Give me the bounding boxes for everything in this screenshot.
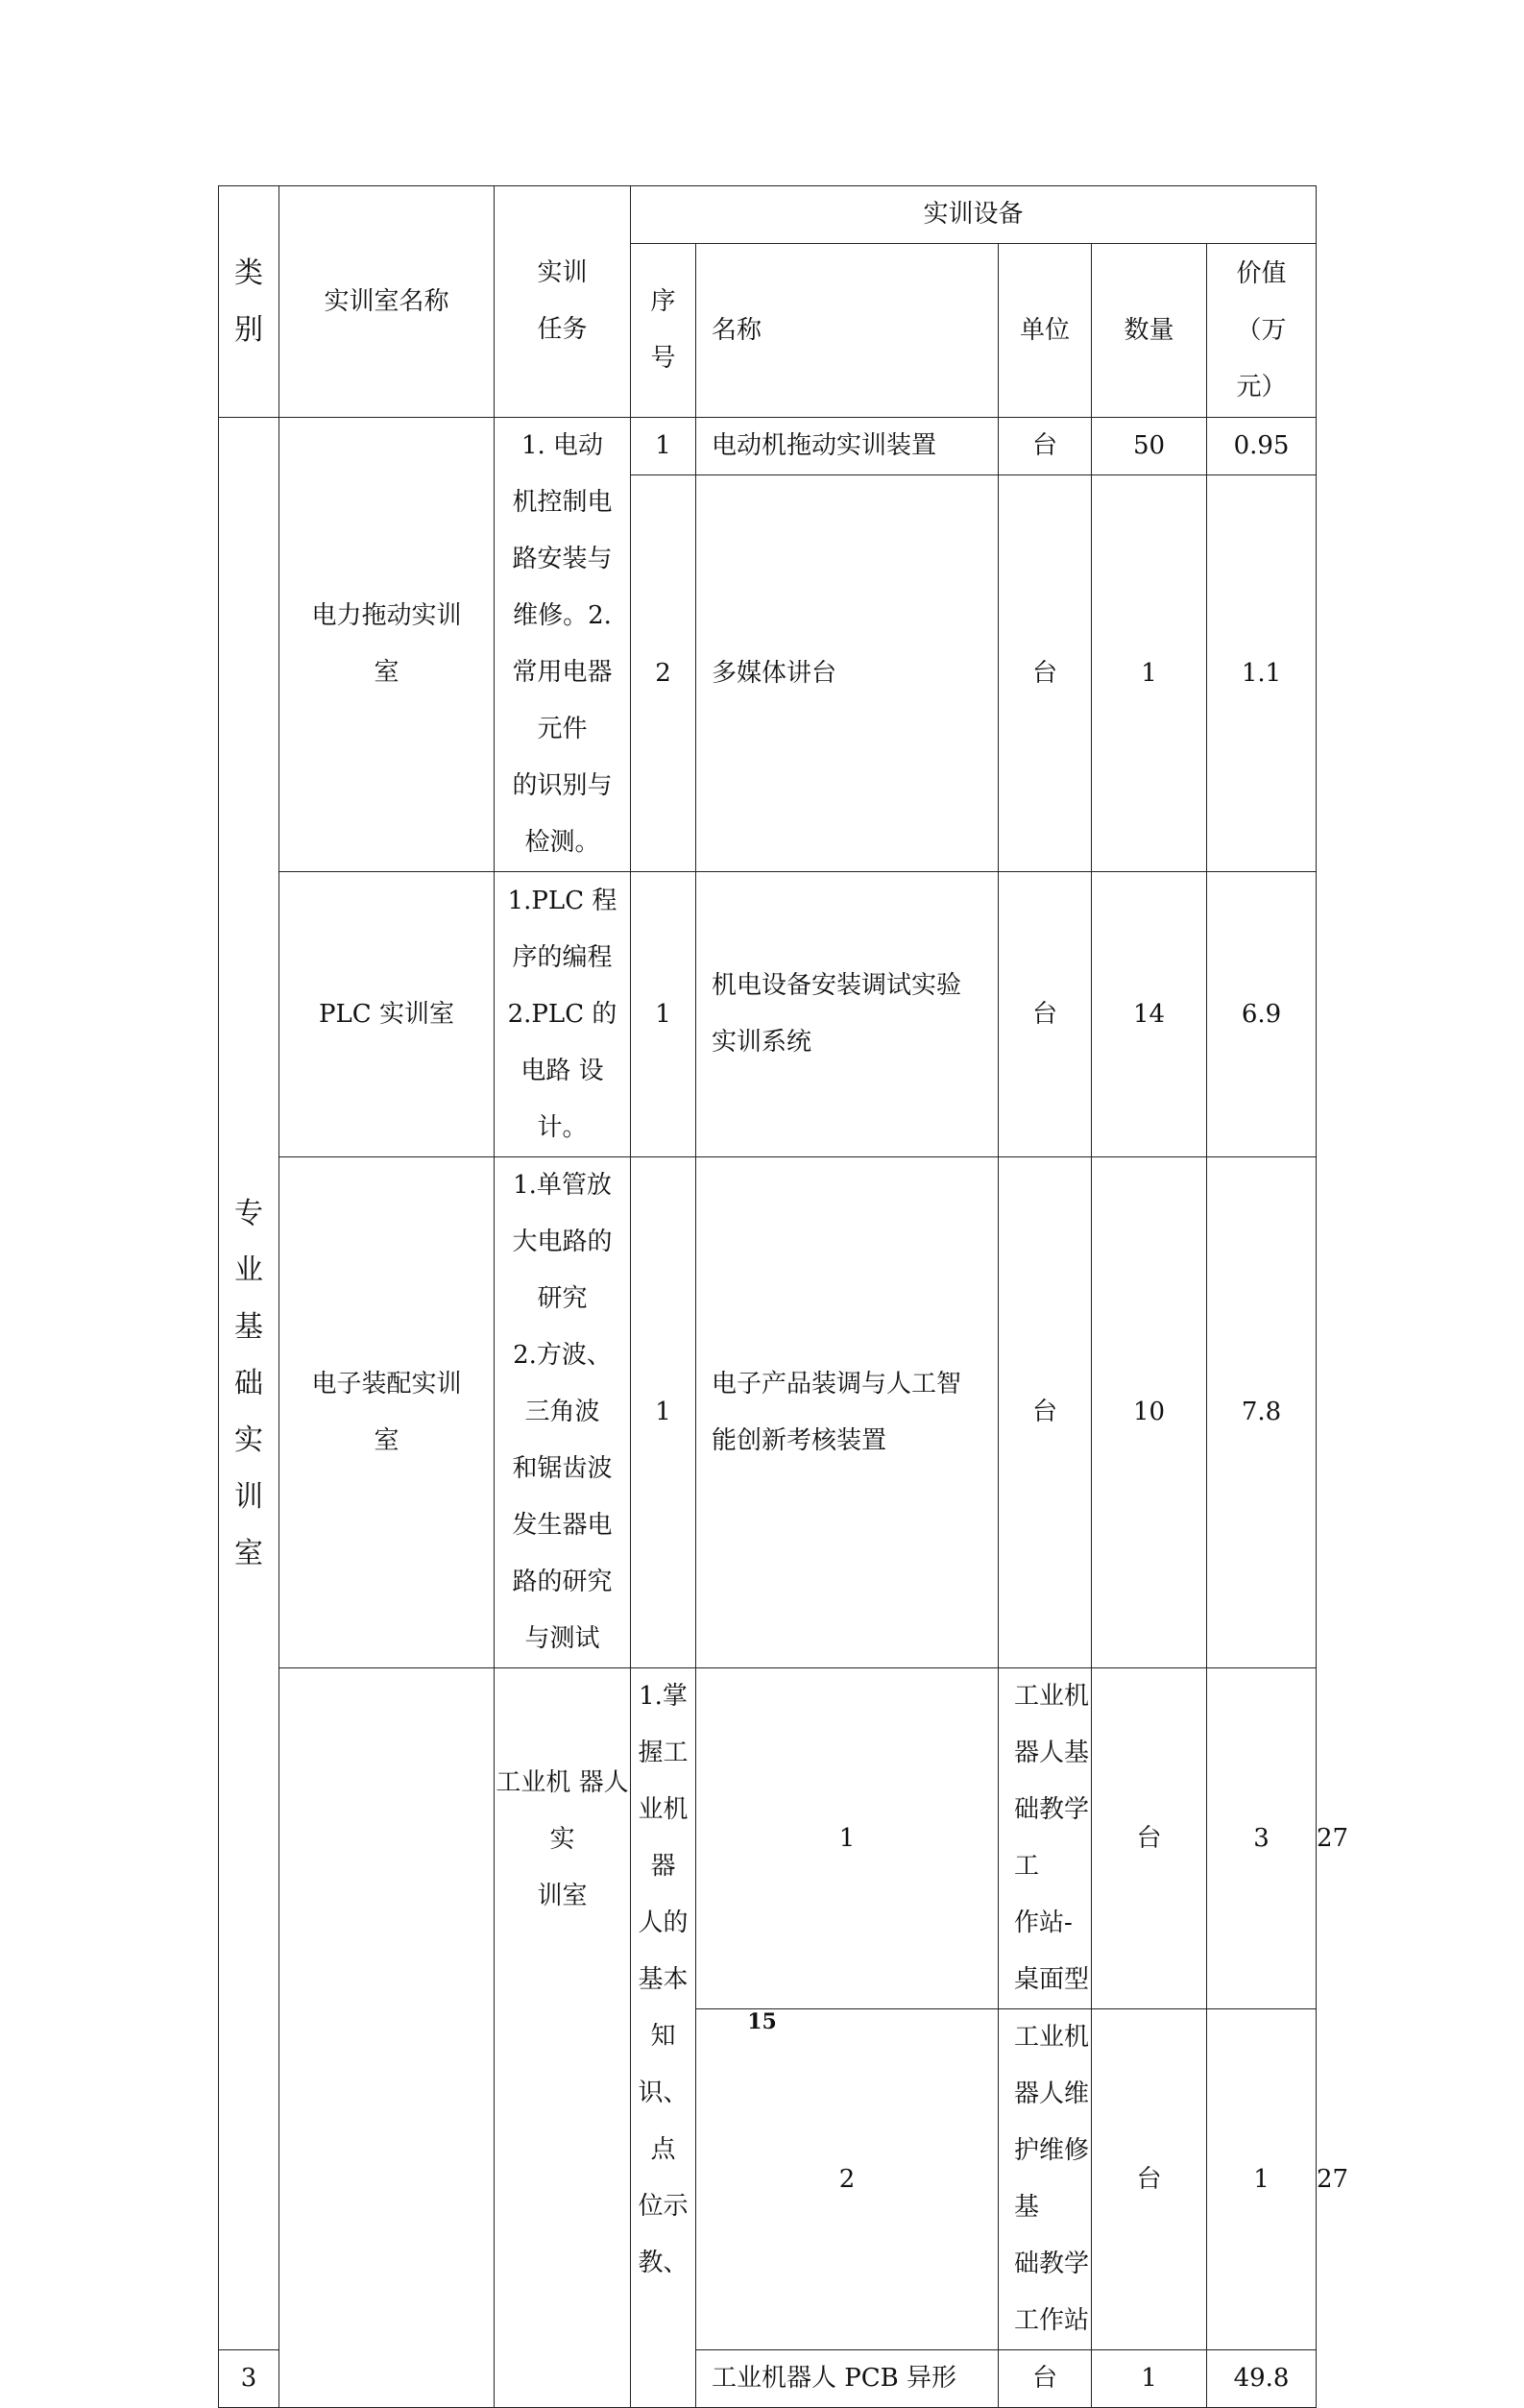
header-room-name: 实训室名称 [279, 186, 495, 418]
item-unit: 台 [999, 418, 1092, 475]
table-row [219, 1157, 1317, 1668]
item-value: 0.95 [1207, 418, 1317, 475]
page-number: 15 [747, 2009, 777, 2034]
item-name: 多媒体讲台 [696, 475, 999, 872]
table-row: 工业机 器人实 训室 1.掌握工 业机器 人的基本 知识、点 位示教、 1 工业机器人基础教学工 作站-桌面型 台 3 27 [219, 1668, 1317, 2009]
item-unit: 台 [999, 1157, 1092, 1668]
header-value: 价值 （万 元） [1207, 244, 1317, 418]
item-name: 工业机器人基础教学工 作站-桌面型 [999, 1668, 1092, 2009]
item-unit: 台 [999, 872, 1092, 1157]
item-unit: 台 [999, 475, 1092, 872]
item-qty: 3 [1207, 1668, 1317, 2009]
category-cell-empty [279, 1668, 495, 2408]
item-seq: 2 [631, 475, 696, 872]
item-seq: 3 [219, 2350, 279, 2408]
item-seq: 2 [696, 2009, 999, 2350]
room-name: 电力拖动实训 室 [279, 418, 495, 872]
item-value: 6.9 [1207, 872, 1317, 1157]
room-task: 1.PLC 程 序的编程 2.PLC 的 电路 设 计。 [495, 872, 631, 1157]
equipment-table [218, 185, 1349, 2408]
item-qty: 10 [1092, 1157, 1207, 1668]
category-cell: 专 业 基 础 实 训 室 [219, 418, 279, 2350]
header-unit: 单位 [999, 244, 1092, 418]
item-value: 7.8 [1207, 1157, 1317, 1668]
item-name: 工业机器人 PCB 异形 [696, 2350, 999, 2408]
item-qty: 1 [1207, 2009, 1317, 2350]
item-name: 电子产品装调与人工智 能创新考核装置 [696, 1157, 999, 1668]
item-unit: 台 [999, 2350, 1092, 2408]
item-qty: 14 [1092, 872, 1207, 1157]
table-row: 2 工业机器人维护维修基 础教学工作站 台 1 27 [219, 2009, 1317, 2350]
item-qty: 1 [1092, 2350, 1207, 2408]
room-name: 工业机 器人实 训室 [495, 1668, 631, 2408]
room-task: 1.单管放 大电路的 研究 2.方波、 三角波 和锯齿波 发生器电 路的研究 与测试 [495, 1157, 631, 1668]
header-equipment-group: 实训设备 [631, 186, 1317, 244]
item-name: 电动机拖动实训装置 [696, 418, 999, 475]
header-task: 实训 任务 [495, 186, 631, 418]
item-value: 49.8 [1207, 2350, 1317, 2408]
item-seq: 1 [631, 872, 696, 1157]
item-seq: 1 [631, 418, 696, 475]
item-qty: 1 [1092, 475, 1207, 872]
item-name: 机电设备安装调试实验 实训系统 [696, 872, 999, 1157]
header-category: 类 别 [219, 186, 279, 418]
item-name: 工业机器人维护维修基 础教学工作站 [999, 2009, 1092, 2350]
item-seq: 1 [631, 1157, 696, 1668]
room-task: 1.掌握工 业机器 人的基本 知识、点 位示教、 [631, 1668, 696, 2408]
item-qty: 50 [1092, 418, 1207, 475]
header-name: 名称 [696, 244, 999, 418]
item-unit: 台 [1092, 2009, 1207, 2350]
room-name: 电子装配实训 室 [279, 1157, 495, 1668]
item-value: 1.1 [1207, 475, 1317, 872]
table-row [219, 418, 1317, 475]
table-row [219, 872, 1317, 1157]
item-seq: 1 [696, 1668, 999, 2009]
header-seq: 序 号 [631, 244, 696, 418]
room-task: 1. 电动 机控制电 路安装与 维修。2. 常用电器 元件 的识别与 检测。 [495, 418, 631, 872]
item-unit: 台 [1092, 1668, 1207, 2009]
header-quantity: 数量 [1092, 244, 1207, 418]
room-name: PLC 实训室 [279, 872, 495, 1157]
